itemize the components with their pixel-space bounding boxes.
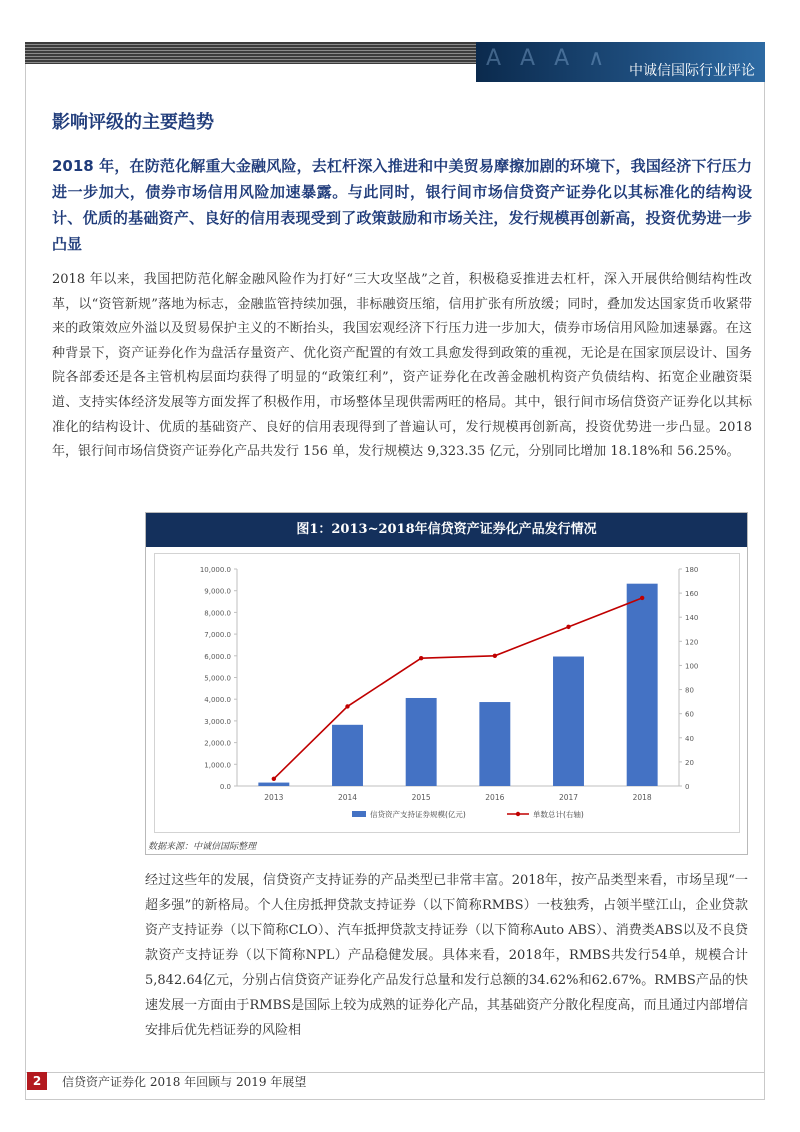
y-right-tick-label: 20 [685, 758, 694, 767]
legend-bar-swatch [352, 811, 366, 817]
point-2018 [640, 596, 644, 600]
body-paragraph-1: 2018 年以来，我国把防范化解金融风险作为打好“三大攻坚战”之首，积极稳妥推进去杠杆，深入开展供给侧结构性改革，以“资管新规”落地为标志，金融监管持续加强，非标融资压缩，信用扩张有所放缓；同时，叠加发达国家货币收紧带来的政策效应外溢以及贸易保护主义的不断抬头，我国宏观经济下行压力进一步加大，债券市场信用风险加速暴露。在这种背景下，资产证券化作为盘活存量资产、优化资产配置的有效工具愈发得到政策的重视，无论是在国家顶层设计、国务院各部委还是各主管机构层面均获得了明显的“政策红利”，资产证券化在改善金融机构资产负债结构、拓宽企业融资渠道、支持实体经济发展等方面发挥了积极作用，市场整体呈现供需两旺的格局。其中，银行间市场信贷资产证券化以其标准化的结构设计、优质的基础资产、良好的信用表现得到了普遍认可，发行规模再创新高，投资优势进一步凸显。2018 年，银行间市场信贷资产证券化产品共发行 156 单，发行规模达 9,323.35 亿元，分别同比增加 18.18%和 56.25%。 [52, 272, 752, 460]
y-right-tick-label: 140 [685, 614, 699, 623]
y-right-tick-label: 120 [685, 638, 699, 647]
y-right-tick-label: 180 [685, 566, 699, 574]
y-left-tick-label: 5,000.0 [204, 674, 231, 683]
banner-decoration: A A A ∧ [486, 46, 611, 71]
x-tick-label: 2013 [264, 793, 284, 802]
page-number: 2 [27, 1072, 47, 1090]
bar-2015 [406, 698, 437, 786]
y-left-tick-label: 1,000.0 [204, 761, 231, 770]
x-tick-label: 2018 [632, 793, 652, 802]
point-2014 [345, 704, 349, 708]
y-left-tick-label: 3,000.0 [204, 717, 231, 726]
y-left-tick-label: 8,000.0 [204, 609, 231, 618]
figure-1 [145, 512, 748, 855]
figure-source: 数据来源：中诚信国际整理 [148, 842, 257, 852]
bar-2016 [479, 702, 510, 786]
footer-title: 信贷资产证券化 2018 年回顾与 2019 年展望 [62, 1075, 307, 1089]
section-title: 影响评级的主要趋势 [52, 112, 214, 133]
point-2017 [566, 625, 570, 629]
legend-line-label: 单数总计(右轴) [533, 810, 584, 819]
figure-caption: 图1：2013~2018年信贷资产证券化产品发行情况 [146, 513, 747, 547]
legend-bar-label: 信贷资产支持证券规模(亿元) [370, 810, 466, 819]
chart-frame [154, 553, 740, 833]
y-left-tick-label: 10,000.0 [199, 566, 231, 574]
line-series-count [274, 598, 642, 779]
y-left-tick-label: 0.0 [219, 783, 231, 791]
report-series-title: 中诚信国际行业评论 [629, 63, 755, 79]
x-tick-label: 2016 [485, 793, 505, 802]
bar-2017 [553, 657, 584, 786]
y-left-tick-label: 4,000.0 [204, 696, 231, 705]
point-2016 [493, 654, 497, 658]
issuance-chart [155, 554, 739, 832]
legend-line-marker [516, 812, 520, 816]
header-banner [476, 42, 765, 82]
y-left-tick-label: 2,000.0 [204, 739, 231, 748]
body-paragraph-2: 经过这些年的发展，信贷资产支持证券的产品类型已非常丰富。2018年，按产品类型来看，市场呈现“一超多强”的新格局。个人住房抵押贷款支持证券（以下简称RMBS）一枝独秀，占领半壁江山，企业贷款资产支持证券（以下简称CLO）、汽车抵押贷款支持证券（以下简称Auto ABS）、消费类ABS以及不良贷款资产支持证券（以下简称NPL）产品稳健发展。具体来看，2018年，RMBS共发行54单，规模合计5,842.64亿元，分别占信贷资产证券化产品发行总量和发行总额的34.62%和62.67%。RMBS产品的快速发展一方面由于RMBS是国际上较为成熟的证券化产品，其基础资产分散化程度高，而且通过内部增信安排后优先档证券的风险相 [145, 873, 748, 1038]
point-2015 [419, 656, 423, 660]
y-right-tick-label: 0 [685, 783, 690, 791]
x-tick-label: 2014 [337, 793, 358, 802]
y-right-tick-label: 40 [685, 734, 694, 743]
point-2013 [272, 777, 276, 781]
bar-2013 [258, 783, 289, 786]
y-left-tick-label: 9,000.0 [204, 587, 231, 596]
y-right-tick-label: 60 [685, 710, 694, 719]
bar-2018 [627, 584, 658, 786]
bar-2014 [332, 725, 363, 786]
y-right-tick-label: 80 [685, 686, 694, 695]
y-left-tick-label: 7,000.0 [204, 631, 231, 640]
y-right-tick-label: 160 [685, 590, 699, 599]
y-right-tick-label: 100 [685, 662, 699, 671]
lead-paragraph: 2018 年，在防范化解重大金融风险，去杠杆深入推进和中美贸易摩擦加剧的环境下，我国经济下行压力进一步加大，债券市场信用风险加速暴露。与此同时，银行间市场信贷资产证券化以其标准化的结构设计、优质的基础资产、良好的信用表现受到了政策鼓励和市场关注，发行规模再创新高，投资优势进一步凸显 [52, 157, 752, 253]
x-tick-label: 2017 [558, 793, 579, 802]
x-tick-label: 2015 [411, 793, 431, 802]
y-left-tick-label: 6,000.0 [204, 652, 231, 661]
